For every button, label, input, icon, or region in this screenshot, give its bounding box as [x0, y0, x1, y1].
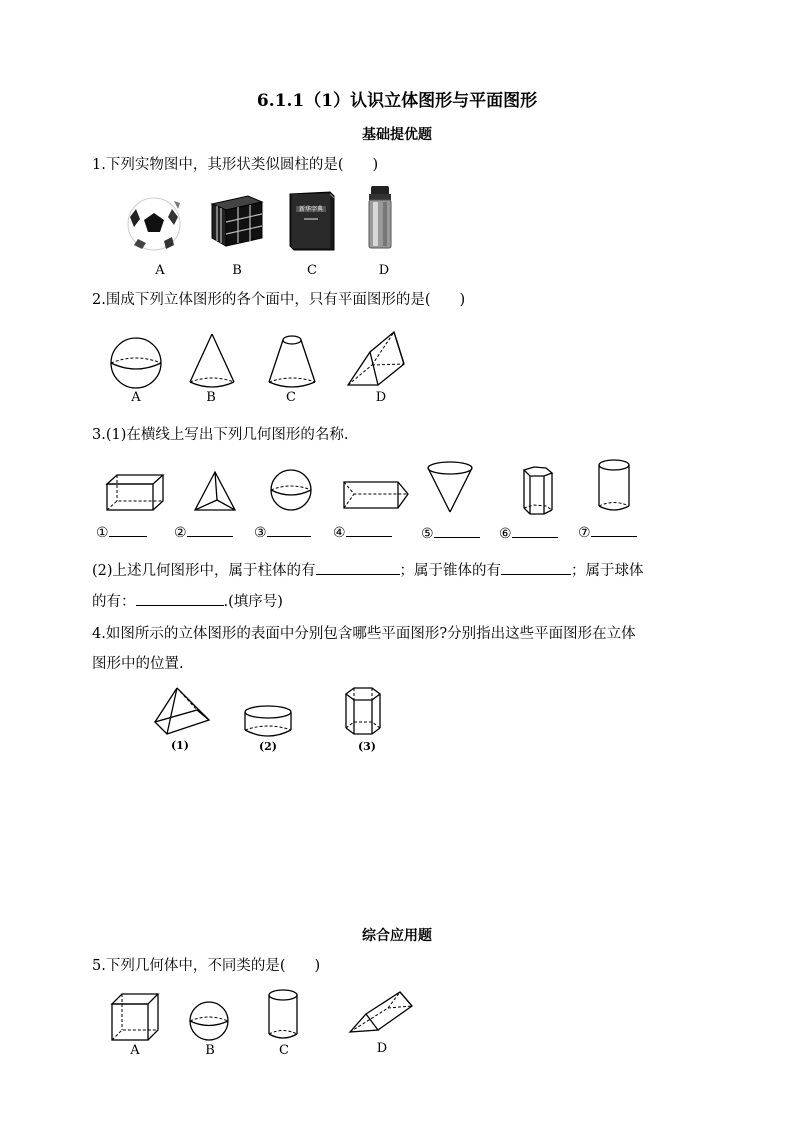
hexagonal-prism-figure	[518, 466, 556, 516]
question-5-text: 5.下列几何体中，不同类的是( )	[92, 958, 321, 974]
sphere-figure	[108, 335, 168, 391]
blank-3[interactable]: ③	[254, 522, 311, 541]
section-heading-applied: 综合应用题	[362, 928, 432, 944]
sphere-answer-blank[interactable]	[136, 591, 224, 606]
blank-5[interactable]: ⑤	[421, 523, 480, 542]
blank-7[interactable]: ⑦	[578, 522, 637, 541]
book-title: 新华字典	[298, 206, 324, 213]
short-cylinder-figure	[243, 704, 295, 738]
question-2-text: 2.围成下列立体图形的各个面中，只有平面图形的是( )	[92, 292, 466, 308]
tetrahedron-figure	[193, 470, 239, 514]
triangular-prism-figure	[346, 330, 416, 390]
cone-answer-blank[interactable]	[501, 560, 571, 575]
page-title: 6.1.1（1）认识立体图形与平面图形	[256, 91, 538, 111]
section-heading-basic: 基础提优题	[362, 127, 432, 143]
q2-label-a: A	[131, 390, 141, 405]
question-1-text: 1.下列实物图中，其形状类似圆柱的是( )	[92, 157, 379, 173]
pentagonal-prism-horizontal-figure	[342, 476, 412, 514]
question-3-part2-line1: (2)上述几何图形中，属于柱体的有 ；属于锥体的有 ；属于球体	[92, 560, 644, 581]
cone-figure	[188, 332, 238, 392]
q5-label-b: B	[205, 1043, 215, 1058]
blank-1[interactable]: ①	[96, 522, 147, 541]
q5-label-d: D	[376, 1041, 388, 1056]
cylinder-figure	[597, 458, 633, 514]
blank-6[interactable]: ⑥	[499, 523, 558, 542]
square-pyramid-figure	[153, 686, 213, 736]
q2-label-b: B	[206, 390, 216, 405]
question-3-text: 3.(1)在横线上写出下列几何图形的名称.	[92, 427, 349, 443]
q5-label-a: A	[130, 1043, 140, 1058]
blank-4[interactable]: ④	[333, 522, 392, 541]
question-3-part2-line2: 的有： .(填序号)	[92, 591, 283, 612]
sphere-figure-3	[188, 1000, 232, 1042]
q1-label-a: A	[155, 263, 165, 278]
sphere-figure-2	[269, 468, 315, 512]
frustum-figure	[269, 336, 315, 387]
triangular-prism-figure-2	[348, 990, 416, 1038]
q2-label-c: C	[286, 390, 296, 405]
cube-figure	[108, 992, 160, 1042]
hexagonal-prism-figure-2	[342, 686, 386, 738]
inverted-cone-figure	[426, 460, 476, 514]
q1-label-d: D	[378, 263, 390, 278]
q2-label-d: D	[375, 390, 387, 405]
prism-answer-blank[interactable]	[316, 560, 400, 575]
question-4-text-line1: 4.如图所示的立体图形的表面中分别包含哪些平面图形?分别指出这些平面图形在立体	[92, 626, 636, 642]
q1-label-c: C	[307, 263, 317, 278]
q4-label-1: (1)	[170, 739, 190, 752]
cuboid-figure	[105, 472, 167, 512]
q4-label-3: (3)	[357, 740, 377, 753]
q4-label-2: (2)	[258, 740, 278, 753]
blank-2[interactable]: ②	[174, 522, 233, 541]
q1-label-b: B	[232, 263, 242, 278]
q5-label-c: C	[279, 1043, 289, 1058]
cylinder-figure-2	[267, 988, 301, 1042]
question-4-text-line2: 图形中的位置.	[92, 656, 184, 672]
